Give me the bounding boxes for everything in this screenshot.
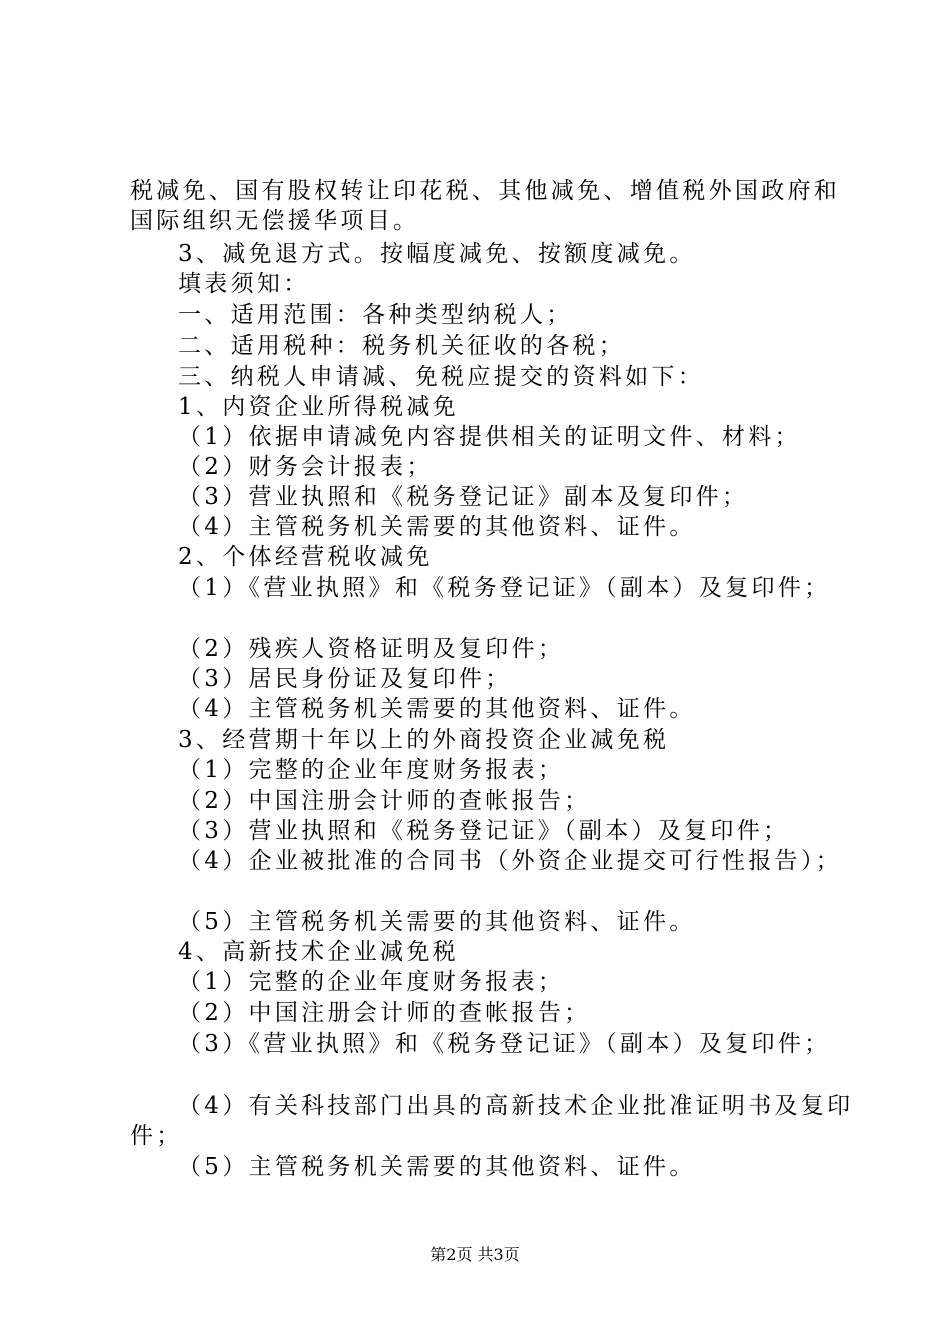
body-line: 3、经营期十年以上的外商投资企业减免税 <box>178 727 670 753</box>
body-line: （3）营业执照和《税务登记证》（副本）及复印件； <box>178 818 790 844</box>
body-line: （4）主管税务机关需要的其他资料、证件。 <box>178 696 696 722</box>
body-line: （1）完整的企业年度财务报表； <box>178 969 565 995</box>
body-line: （1）《营业执照》和《税务登记证》（副本）及复印件； <box>178 575 831 601</box>
body-line: 4、高新技术企业减免税 <box>178 939 459 965</box>
body-line: 2、个体经营税收减免 <box>178 544 433 570</box>
page-number-footer: 第2页 共3页 <box>430 1245 520 1264</box>
body-line: （4）有关科技部门出具的高新技术企业批准证明书及复印 <box>178 1093 854 1119</box>
body-line: 二、适用税种：税务机关征收的各税； <box>178 333 626 359</box>
body-line: （2）中国注册会计师的查帐报告； <box>178 788 591 814</box>
body-line: （4）企业被批准的合同书（外资企业提交可行性报告）； <box>178 848 842 874</box>
body-line: 三、纳税人申请减、免税应提交的资料如下： <box>178 364 704 390</box>
body-line: 税减免、国有股权转让印花税、其他减免、增值税外国政府和 <box>130 178 841 204</box>
body-line: （3）居民身份证及复印件； <box>178 666 512 692</box>
body-line: （5）主管税务机关需要的其他资料、证件。 <box>178 909 696 935</box>
body-line: 1、内资企业所得税减免 <box>178 394 459 420</box>
body-line: （4）主管税务机关需要的其他资料、证件。 <box>178 514 696 540</box>
body-line: 3、减免退方式。按幅度减免、按额度减免。 <box>178 241 696 267</box>
body-line: （2）财务会计报表； <box>178 454 433 480</box>
body-line: （2）残疾人资格证明及复印件； <box>178 636 565 662</box>
body-line: 一、适用范围：各种类型纳税人； <box>178 302 573 328</box>
body-line: （1）依据申请减免内容提供相关的证明文件、材料； <box>178 424 801 450</box>
body-line: （2）中国注册会计师的查帐报告； <box>178 1000 591 1026</box>
body-line: （3）《营业执照》和《税务登记证》（副本）及复印件； <box>178 1031 831 1057</box>
body-line: 件； <box>130 1123 183 1149</box>
body-line: （5）主管税务机关需要的其他资料、证件。 <box>178 1154 696 1180</box>
body-line: 国际组织无偿援华项目。 <box>130 208 420 234</box>
body-line: 填表须知： <box>178 271 310 297</box>
body-line: （1）完整的企业年度财务报表； <box>178 757 565 783</box>
body-line: （3）营业执照和《税务登记证》副本及复印件； <box>178 484 749 510</box>
